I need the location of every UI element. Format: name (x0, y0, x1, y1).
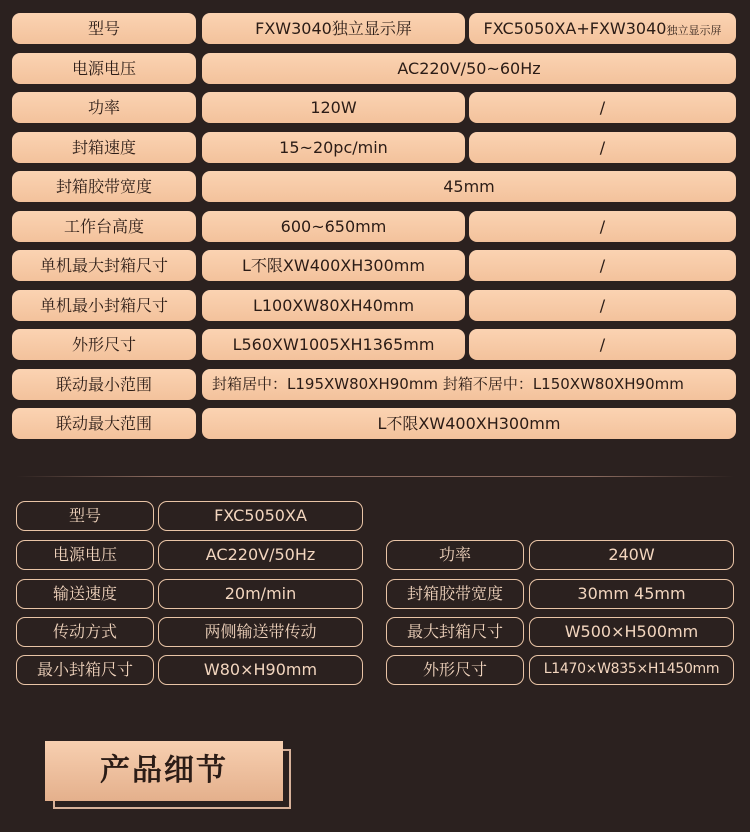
spec-value: FXC5050XA (158, 501, 363, 531)
spec-value-standalone: 120W (202, 92, 465, 123)
spec-label: 封箱胶带宽度 (12, 171, 196, 202)
spec-value: W80×H90mm (158, 655, 363, 685)
spec-label: 单机最小封箱尺寸 (12, 290, 196, 321)
spec-value-shared: L不限XW400XH300mm (202, 408, 736, 439)
spec-value-linked-main: FXC5050XA+FXW3040 (483, 19, 667, 38)
spec-value-linked: / (469, 132, 736, 163)
spec-row-table-height (12, 211, 736, 242)
spec-value: AC220V/50Hz (158, 540, 363, 570)
spec-label: 电源电压 (16, 540, 154, 570)
spec-label: 联动最小范围 (12, 369, 196, 400)
spec-label: 工作台高度 (12, 211, 196, 242)
spec-label: 外形尺寸 (386, 655, 524, 685)
spec-value-linked: / (469, 211, 736, 242)
spec-label: 单机最大封箱尺寸 (12, 250, 196, 281)
spec-value: W500×H500mm (529, 617, 734, 647)
spec-value: 20m/min (158, 579, 363, 609)
spec-label: 功率 (12, 92, 196, 123)
spec-row-tape-width (12, 171, 736, 202)
spec-value-standalone: FXW3040独立显示屏 (202, 13, 465, 44)
spec-value-shared: 45mm (202, 171, 736, 202)
spec-value-standalone: 600~650mm (202, 211, 465, 242)
section-title: 产品细节 (45, 741, 283, 801)
spec-label: 最大封箱尺寸 (386, 617, 524, 647)
spec-label: 传动方式 (16, 617, 154, 647)
spec-value-linked: / (469, 92, 736, 123)
spec-value-shared: 封箱居中：L195XW80XH90mm 封箱不居中：L150XW80XH90mm (202, 369, 736, 400)
spec-label: 外形尺寸 (12, 329, 196, 360)
spec-row-min-box (12, 290, 736, 321)
spec-value-shared: AC220V/50~60Hz (202, 53, 736, 84)
spec-value: L1470×W835×H1450mm (529, 655, 734, 685)
spec-row-sealing-speed (12, 132, 736, 163)
spec-label: 电源电压 (12, 53, 196, 84)
spec-value: 两侧输送带传动 (158, 617, 363, 647)
spec-value-linked: / (469, 290, 736, 321)
spec-row-linked-min (12, 369, 736, 400)
spec-value-standalone: L100XW80XH40mm (202, 290, 465, 321)
spec-label: 最小封箱尺寸 (16, 655, 154, 685)
spec-value-standalone: L不限XW400XH300mm (202, 250, 465, 281)
spec-value-standalone: L560XW1005XH1365mm (202, 329, 465, 360)
spec-value-standalone: 15~20pc/min (202, 132, 465, 163)
spec-label: 输送速度 (16, 579, 154, 609)
spec-value: 30mm 45mm (529, 579, 734, 609)
spec-label: 封箱胶带宽度 (386, 579, 524, 609)
spec-value-linked: / (469, 329, 736, 360)
spec-label: 型号 (12, 13, 196, 44)
spec-value-linked (469, 13, 736, 44)
spec-value-linked: / (469, 250, 736, 281)
spec-row-model (12, 13, 736, 44)
section-divider (16, 476, 734, 477)
spec-label: 型号 (16, 501, 154, 531)
spec-label: 封箱速度 (12, 132, 196, 163)
spec-row-linked-max (12, 408, 736, 439)
spec-row-dimensions (12, 329, 736, 360)
spec-row-power (12, 92, 736, 123)
spec-row-voltage (12, 53, 736, 84)
spec-value-linked-suffix: 独立显示屏 (666, 24, 722, 37)
spec-label: 联动最大范围 (12, 408, 196, 439)
spec-label: 功率 (386, 540, 524, 570)
spec-value: 240W (529, 540, 734, 570)
spec-row-max-box (12, 250, 736, 281)
